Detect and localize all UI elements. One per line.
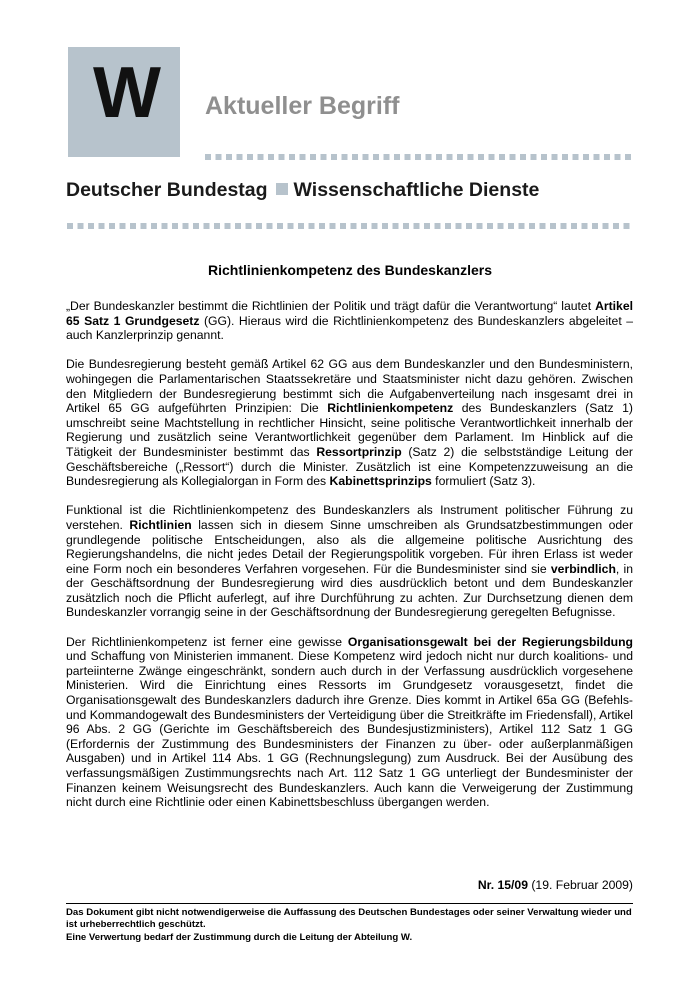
text-run: Die Bundesregierung besteht gemäß Artikel 62 GG aus dem Bundeskanzler und den Bundesministern, wohingegen die Parlamentarischen Staatssekretäre und Staatsminister nicht dazu gehören. Zwischen den Mitgliedern der Bundesregierung bestimmt sich die Aufgabenverteilung nach insgesamt drei in Artikel 65 GG aufgeführten Prinzipien: Die xyxy=(66,357,633,416)
bold-term: Organisationsgewalt bei der Regierungsbildung xyxy=(347,634,633,649)
dotted-divider-top xyxy=(205,154,633,160)
bold-term: Ressortprinzip xyxy=(316,444,402,459)
text-run: und Schaffung von Ministerien immanent. Diese Kompetenz wird jedoch nicht nur durch koalitions- und parteiinterne Zwänge eingeschränkt, sondern auch durch in der Verfassung ausdrücklich vorgesehene Ministerien. Wird die Einrichtung eines Ressorts im Grundgesetz vorausgesetzt, findet die Organisationsgewalt des Bundeskanzlers dadurch ihre Grenze. Dies kommt in Artikel 65a GG (Befehls- und Kommandogewalt des Bundesministers der Verteidigung über die Streitkräfte im Friedensfall), Artikel 96 Abs. 2 GG (Gerichte im Geschäftsbereich des Bundesjustizministers), Artikel 112 Satz 1 GG (Erfordernis der Zustimmung des Bundesministers der Finanzen zu über- oder außerplanmäßigen Ausgaben) und in Artikel 114 Abs. 1 GG (Rechnungslegung) zum Ausdruck. Bei der Ausübung des verfassungsmäßigen Zustimmungsrechts nach Art. 112 Satz 1 GG unterliegt der Bundesminister der Finanzen keinem Weisungsrecht des Bundeskanzlers. Auch kann die Verweigerung der Zustimmung nicht durch eine Richtlinie oder einen Kabinettsbeschluss übergangen werden. xyxy=(66,649,633,810)
org-heading xyxy=(66,179,539,202)
dotted-divider-bottom xyxy=(67,223,633,229)
logo xyxy=(68,47,180,157)
text-run: (GG). Hieraus wird die Richtlinienkompetenz des Bundeskanzlers abgeleitet – auch Kanzlerprinzip genannt. xyxy=(66,313,633,343)
paragraph-1 xyxy=(66,299,633,343)
bold-term: Artikel 65 Satz 1 Grundgesetz xyxy=(66,299,633,328)
text-run: „Der Bundeskanzler bestimmt die Richtlinien der Politik und trägt dafür die Verantwortung“ lautet xyxy=(66,299,596,313)
paragraph-2 xyxy=(66,357,633,488)
footer-disclaimer xyxy=(66,907,633,944)
text-run: (Satz 2) die selbstständige Leitung der Geschäftsbereiche („Ressort“) durch die Minister. Zusätzlich ist eine Kompetenzzuweisung an die Bundesregierung als Kollegialorgan in Form des xyxy=(66,444,633,489)
text-run: Der Richtlinienkompetenz ist ferner eine gewisse xyxy=(66,634,348,649)
text-run: Funktional ist die Richtlinienkompetenz des Bundeskanzlers als Instrument politischer Führung zu verstehen. xyxy=(66,503,633,532)
issue-date: (19. Februar 2009) xyxy=(531,878,633,892)
series-title: Aktueller Begriff xyxy=(205,92,400,120)
document-title: Richtlinienkompetenz des Bundeskanzlers xyxy=(208,262,492,278)
bold-term: Richtlinienkompetenz xyxy=(327,401,454,416)
issue-number-date xyxy=(478,878,633,892)
disclaimer-line-1: Das Dokument gibt nicht notwendigerweise die Auffassung des Deutschen Bundestages oder seiner Verwaltung wieder und ist urheberrechtlich geschützt. xyxy=(66,907,632,931)
square-separator-icon xyxy=(276,183,288,195)
logo-letter: W xyxy=(93,53,155,133)
org-name-dienste: Wissenschaftliche Dienste xyxy=(293,179,540,201)
text-run: lassen sich in diesem Sinne umschreiben als Grundsatzbestimmungen oder grundlegende politische Entscheidungen, also als die allgemeine politische Ausrichtung des Regierungshandelns, die nicht jedes Detail der Regierungspolitik vorgeben. Für ihren Erlass ist weder eine Form noch ein besonderes Verfahren vorgesehen. Für die Bundesminister sind sie xyxy=(66,517,634,576)
document-body xyxy=(66,299,633,824)
disclaimer-line-2: Eine Verwertung bedarf der Zustimmung durch die Leitung der Abteilung W. xyxy=(66,931,413,943)
paragraph-4 xyxy=(66,635,633,810)
bold-term: verbindlich xyxy=(550,561,616,576)
footer-divider xyxy=(66,903,633,904)
text-run: des Bundeskanzlers (Satz 1) umschreibt seine Machtstellung in rechtlicher Hinsicht, seine politische Verantwortlichkeit innerhalb der Regierung und zusätzlich seine Verantwortlichkeit gegenüber dem Parlament. Im Hinblick auf die Tätigkeit der Bundesminister bestimmt das xyxy=(66,401,633,459)
bold-term: Richtlinien xyxy=(129,517,192,532)
text-run: formuliert (Satz 3). xyxy=(431,474,536,489)
issue-number: Nr. 15/09 xyxy=(477,878,528,892)
bold-term: Kabinettsprinzips xyxy=(329,474,432,489)
org-name-bundestag: Deutscher Bundestag xyxy=(66,179,268,201)
text-run: , in der Geschäftsordnung der Bundesregierung wird dies ausdrücklich betont und dem Bundeskanzler zusätzlich noch die Pflicht auferlegt, auf ihre Durchführung zu achten. Zur Durchsetzung dienen dem Bundeskanzler vorrangig seine in der Geschäftsordnung der Bundesregierung geregelten Befugnisse. xyxy=(66,561,633,620)
paragraph-3 xyxy=(66,503,633,620)
